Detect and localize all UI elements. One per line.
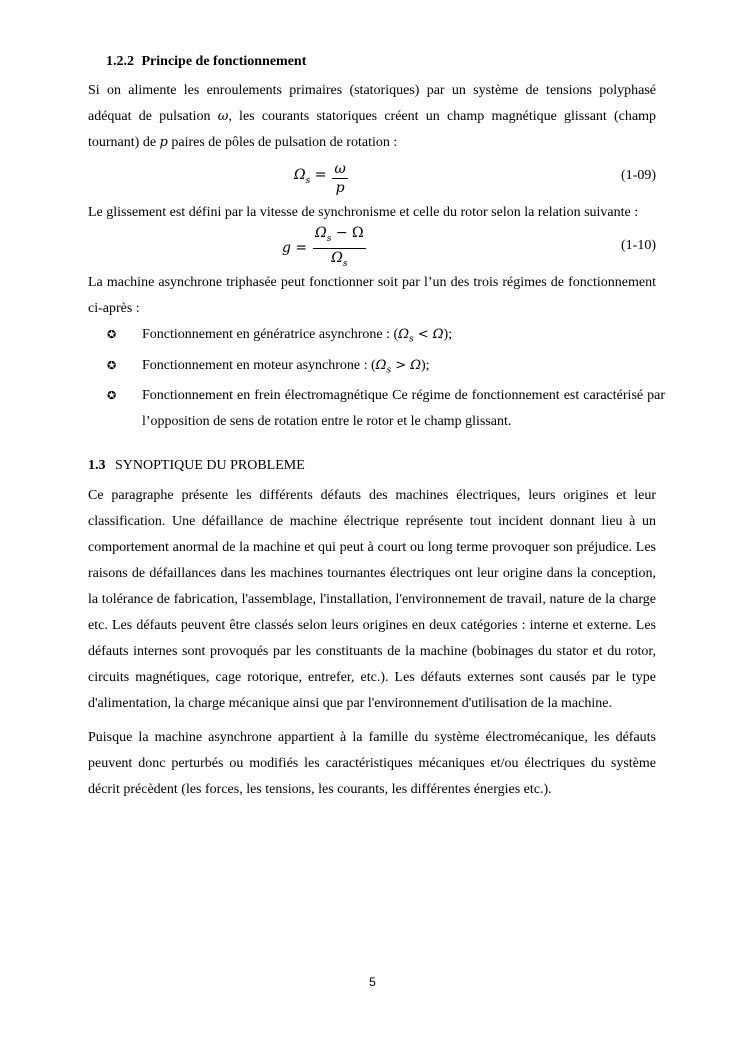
- paragraph-electromechanical: Puisque la machine asynchrone appartient à la famille du système électromécanique, les défauts peuvent donc perturbés ou modifiés les caractéristiques mécaniques et/ou électriques du système décrit précèdent (les forces, les tensions, les courants, les différentes énergies etc.).: [88, 730, 656, 798]
- paragraph-regimes: La machine asynchrone triphasée peut fonctionner soit par l’un des trois régimes de fonctionnement ci-après :: [88, 275, 656, 316]
- equation-number: (1-09): [621, 168, 656, 183]
- paragraph-slip: Le glissement est défini par la vitesse de synchronisme et celle du rotor selon la relation suivante :: [88, 205, 639, 220]
- fraction: $\frac{\omega}{p}$: [334, 160, 346, 196]
- section-title: Principe de fonctionnement: [141, 54, 307, 69]
- list-item: ✪ Fonctionnement en génératrice asynchrone : $(\Omega_s < \Omega)$;: [88, 322, 656, 353]
- star-bullet-icon: ✪: [107, 359, 117, 372]
- list-item: ✪ Fonctionnement en moteur asynchrone : $(\Omega_s > \Omega)$;: [88, 353, 656, 384]
- equation-1-09: $\Omega_s$ = $\frac{\omega}{p}$ (1-09): [294, 160, 656, 196]
- equation-number: (1-10): [621, 238, 656, 253]
- paragraph-principle: Si on alimente les enroulements primaires (statoriques) par un système de tensions polyphasé adéquat de pulsation ω, les courants statoriques créent un champ magnétique glissant (champ tournant) de p paires de pôles de pulsation de rotation :: [88, 83, 657, 150]
- document-page: [88, 52, 665, 803]
- section-number: 1.2.2: [106, 54, 134, 69]
- star-bullet-icon: ✪: [107, 390, 117, 403]
- section-heading-1-2-2: [106, 52, 656, 72]
- section-number: 1.3: [88, 458, 106, 474]
- paragraph-synoptic: Ce paragraphe présente les différents défauts des machines électriques, leurs origines et leur classification. Une défaillance de machine électrique représente tout incident donnant lieu à un comportement anormal de la machine et qui peut à court ou long terme provoquer son préjudice. Les raisons de défaillances dans les machines tournantes électriques ont leur origine dans la conception, la tolérance de fabrication, l'assemblage, l'installation, l'environnement de travail, nature de la charge etc. Les défauts peuvent être classés selon leurs origines en deux catégories : interne et externe. Les défauts internes sont provoqués par les constituants de la machine (bobinages du stator et du rotor, circuits magnétiques, cage rotorique, entrefer, etc.). Les défauts externes sont causés par le type d'alimentation, la charge mécanique ainsi que par l'environnement d'utilisation de la machine.: [88, 488, 656, 712]
- section-heading-1-3: [88, 453, 656, 479]
- page-number: 5: [369, 975, 376, 989]
- star-bullet-icon: ✪: [107, 329, 117, 341]
- math-p: p: [159, 135, 168, 150]
- fraction: $\frac{\Omega_s - \Omega}{\Omega_s}$: [315, 224, 364, 269]
- math-omega: ω: [217, 109, 229, 124]
- equation-1-10: g = $\frac{\Omega_s - \Omega}{\Omega_s}$ (1-10): [88, 226, 656, 270]
- section-title: SYNOPTIQUE DU PROBLEME: [115, 458, 305, 474]
- list-item: ✪ Fonctionnement en frein électromagnétique Ce régime de fonctionnement est caractérisé par l’opposition de sens de rotation entre le rotor et le champ glissant.: [88, 383, 665, 435]
- regime-list: [88, 322, 665, 435]
